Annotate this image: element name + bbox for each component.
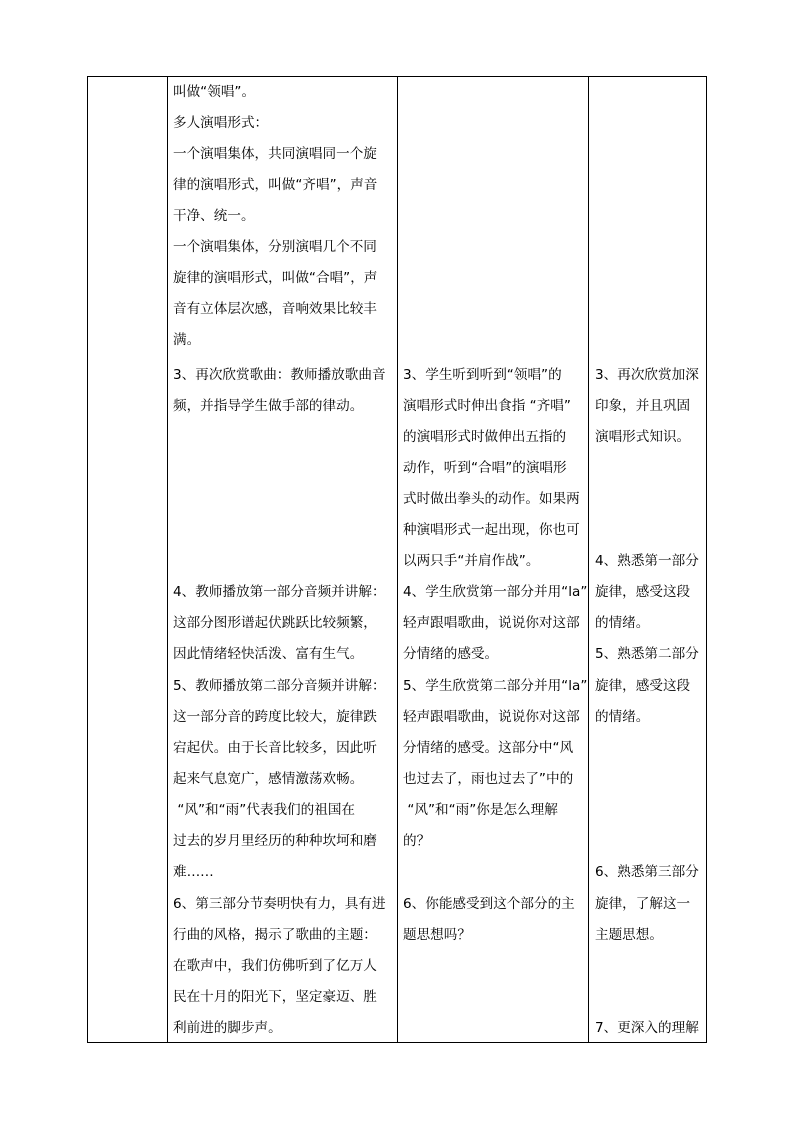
student-activity-line: 5、学生欣赏第二部分并用“la” xyxy=(403,678,588,694)
content-line: 多人演唱形式： xyxy=(173,115,269,131)
design-intent-line: 旋律，感受这段 xyxy=(595,584,691,600)
content-line: 旋律的演唱形式，叫做“合唱”，声 xyxy=(173,270,378,286)
student-activity-line: 式时做出拳头的动作。如果两 xyxy=(403,491,580,507)
content-line: 律的演唱形式，叫做“齐唱”，声音 xyxy=(173,177,378,193)
content-line: 频，并指导学生做手部的律动。 xyxy=(173,398,364,414)
content-line: 干净、统一。 xyxy=(173,208,255,224)
content-line: “风”和“雨”代表我们的祖国在 xyxy=(173,802,356,818)
design-intent-line: 5、熟悉第二部分 xyxy=(595,646,699,662)
student-activity-line: “风”和“雨”你是怎么理解 xyxy=(403,802,558,818)
student-activity-line: 分情绪的感受。 xyxy=(403,646,499,662)
content-line: 叫做“领唱”。 xyxy=(173,84,256,100)
student-activity-line: 演唱形式时伸出食指 “齐唱” xyxy=(403,398,571,414)
student-activity-line: 以两只手“并肩作战”。 xyxy=(403,553,540,569)
student-activity-line: 4、学生欣赏第一部分并用“la” xyxy=(403,584,588,600)
content-line: 这部分图形谱起伏跳跃比较频繁， xyxy=(173,615,377,631)
content-line: 5、教师播放第二部分音频并讲解： xyxy=(173,678,386,694)
content-line: 过去的岁月里经历的种种坎坷和磨 xyxy=(173,833,377,849)
design-intent-line: 6、熟悉第三部分 xyxy=(595,864,699,880)
content-line: 宕起伏。由于长音比较多，因此听 xyxy=(173,740,377,756)
student-activity-line: 题思想吗？ xyxy=(403,927,471,943)
student-activity-line: 6、你能感受到这个部分的主 xyxy=(403,896,575,912)
student-activity-line: 种演唱形式一起出现，你也可 xyxy=(403,522,580,538)
lesson-plan-table xyxy=(87,76,707,1043)
design-intent-line: 演唱形式知识。 xyxy=(595,429,691,445)
student-activity-line: 动作，听到“合唱”的演唱形 xyxy=(403,460,567,476)
content-line: 民在十月的阳光下，坚定豪迈、胜 xyxy=(173,989,377,1005)
content-line: 音有立体层次感，音响效果比较丰 xyxy=(173,301,377,317)
student-activity-line: 3、学生听到听到“领唱”的 xyxy=(403,367,562,383)
column-divider-2 xyxy=(397,77,398,1042)
content-line: 一个演唱集体，共同演唱同一个旋 xyxy=(173,146,377,162)
content-line: 一个演唱集体，分别演唱几个不同 xyxy=(173,239,377,255)
student-activity-line: 轻声跟唱歌曲，说说你对这部 xyxy=(403,615,580,631)
design-intent-line: 主题思想。 xyxy=(595,927,663,943)
design-intent-line: 的情绪。 xyxy=(595,615,650,631)
content-line: 利前进的脚步声。 xyxy=(173,1020,282,1036)
content-line: 在歌声中，我们仿佛听到了亿万人 xyxy=(173,958,377,974)
content-line: 这一部分音的跨度比较大，旋律跌 xyxy=(173,709,377,725)
design-intent-line: 3、再次欣赏加深 xyxy=(595,367,699,383)
column-divider-1 xyxy=(167,77,168,1042)
content-line: 起来气息宽广，感情激荡欢畅。 xyxy=(173,771,364,787)
content-line: 因此情绪轻快活泼、富有生气。 xyxy=(173,646,364,662)
content-line: 6、第三部分节奏明快有力，具有进 xyxy=(173,896,386,912)
design-intent-line: 旋律，感受这段 xyxy=(595,678,691,694)
design-intent-line: 4、熟悉第一部分 xyxy=(595,553,699,569)
content-line: 难…… xyxy=(173,864,214,880)
design-intent-line: 7、更深入的理解 xyxy=(595,1020,699,1036)
student-activity-line: 分情绪的感受。这部分中“风 xyxy=(403,740,574,756)
design-intent-line: 印象，并且巩固 xyxy=(595,398,691,414)
content-line: 4、教师播放第一部分音频并讲解： xyxy=(173,584,386,600)
column-divider-3 xyxy=(588,77,589,1042)
design-intent-line: 的情绪。 xyxy=(595,709,650,725)
student-activity-line: 也过去了，雨也过去了”中的 xyxy=(403,771,574,787)
content-line: 3、再次欣赏歌曲：教师播放歌曲音 xyxy=(173,367,386,383)
content-line: 满。 xyxy=(173,332,201,348)
student-activity-line: 轻声跟唱歌曲，说说你对这部 xyxy=(403,709,580,725)
student-activity-line: 的？ xyxy=(403,833,431,849)
design-intent-line: 旋律，了解这一 xyxy=(595,896,691,912)
content-line: 行曲的风格，揭示了歌曲的主题： xyxy=(173,927,377,943)
student-activity-line: 的演唱形式时做伸出五指的 xyxy=(403,429,567,445)
